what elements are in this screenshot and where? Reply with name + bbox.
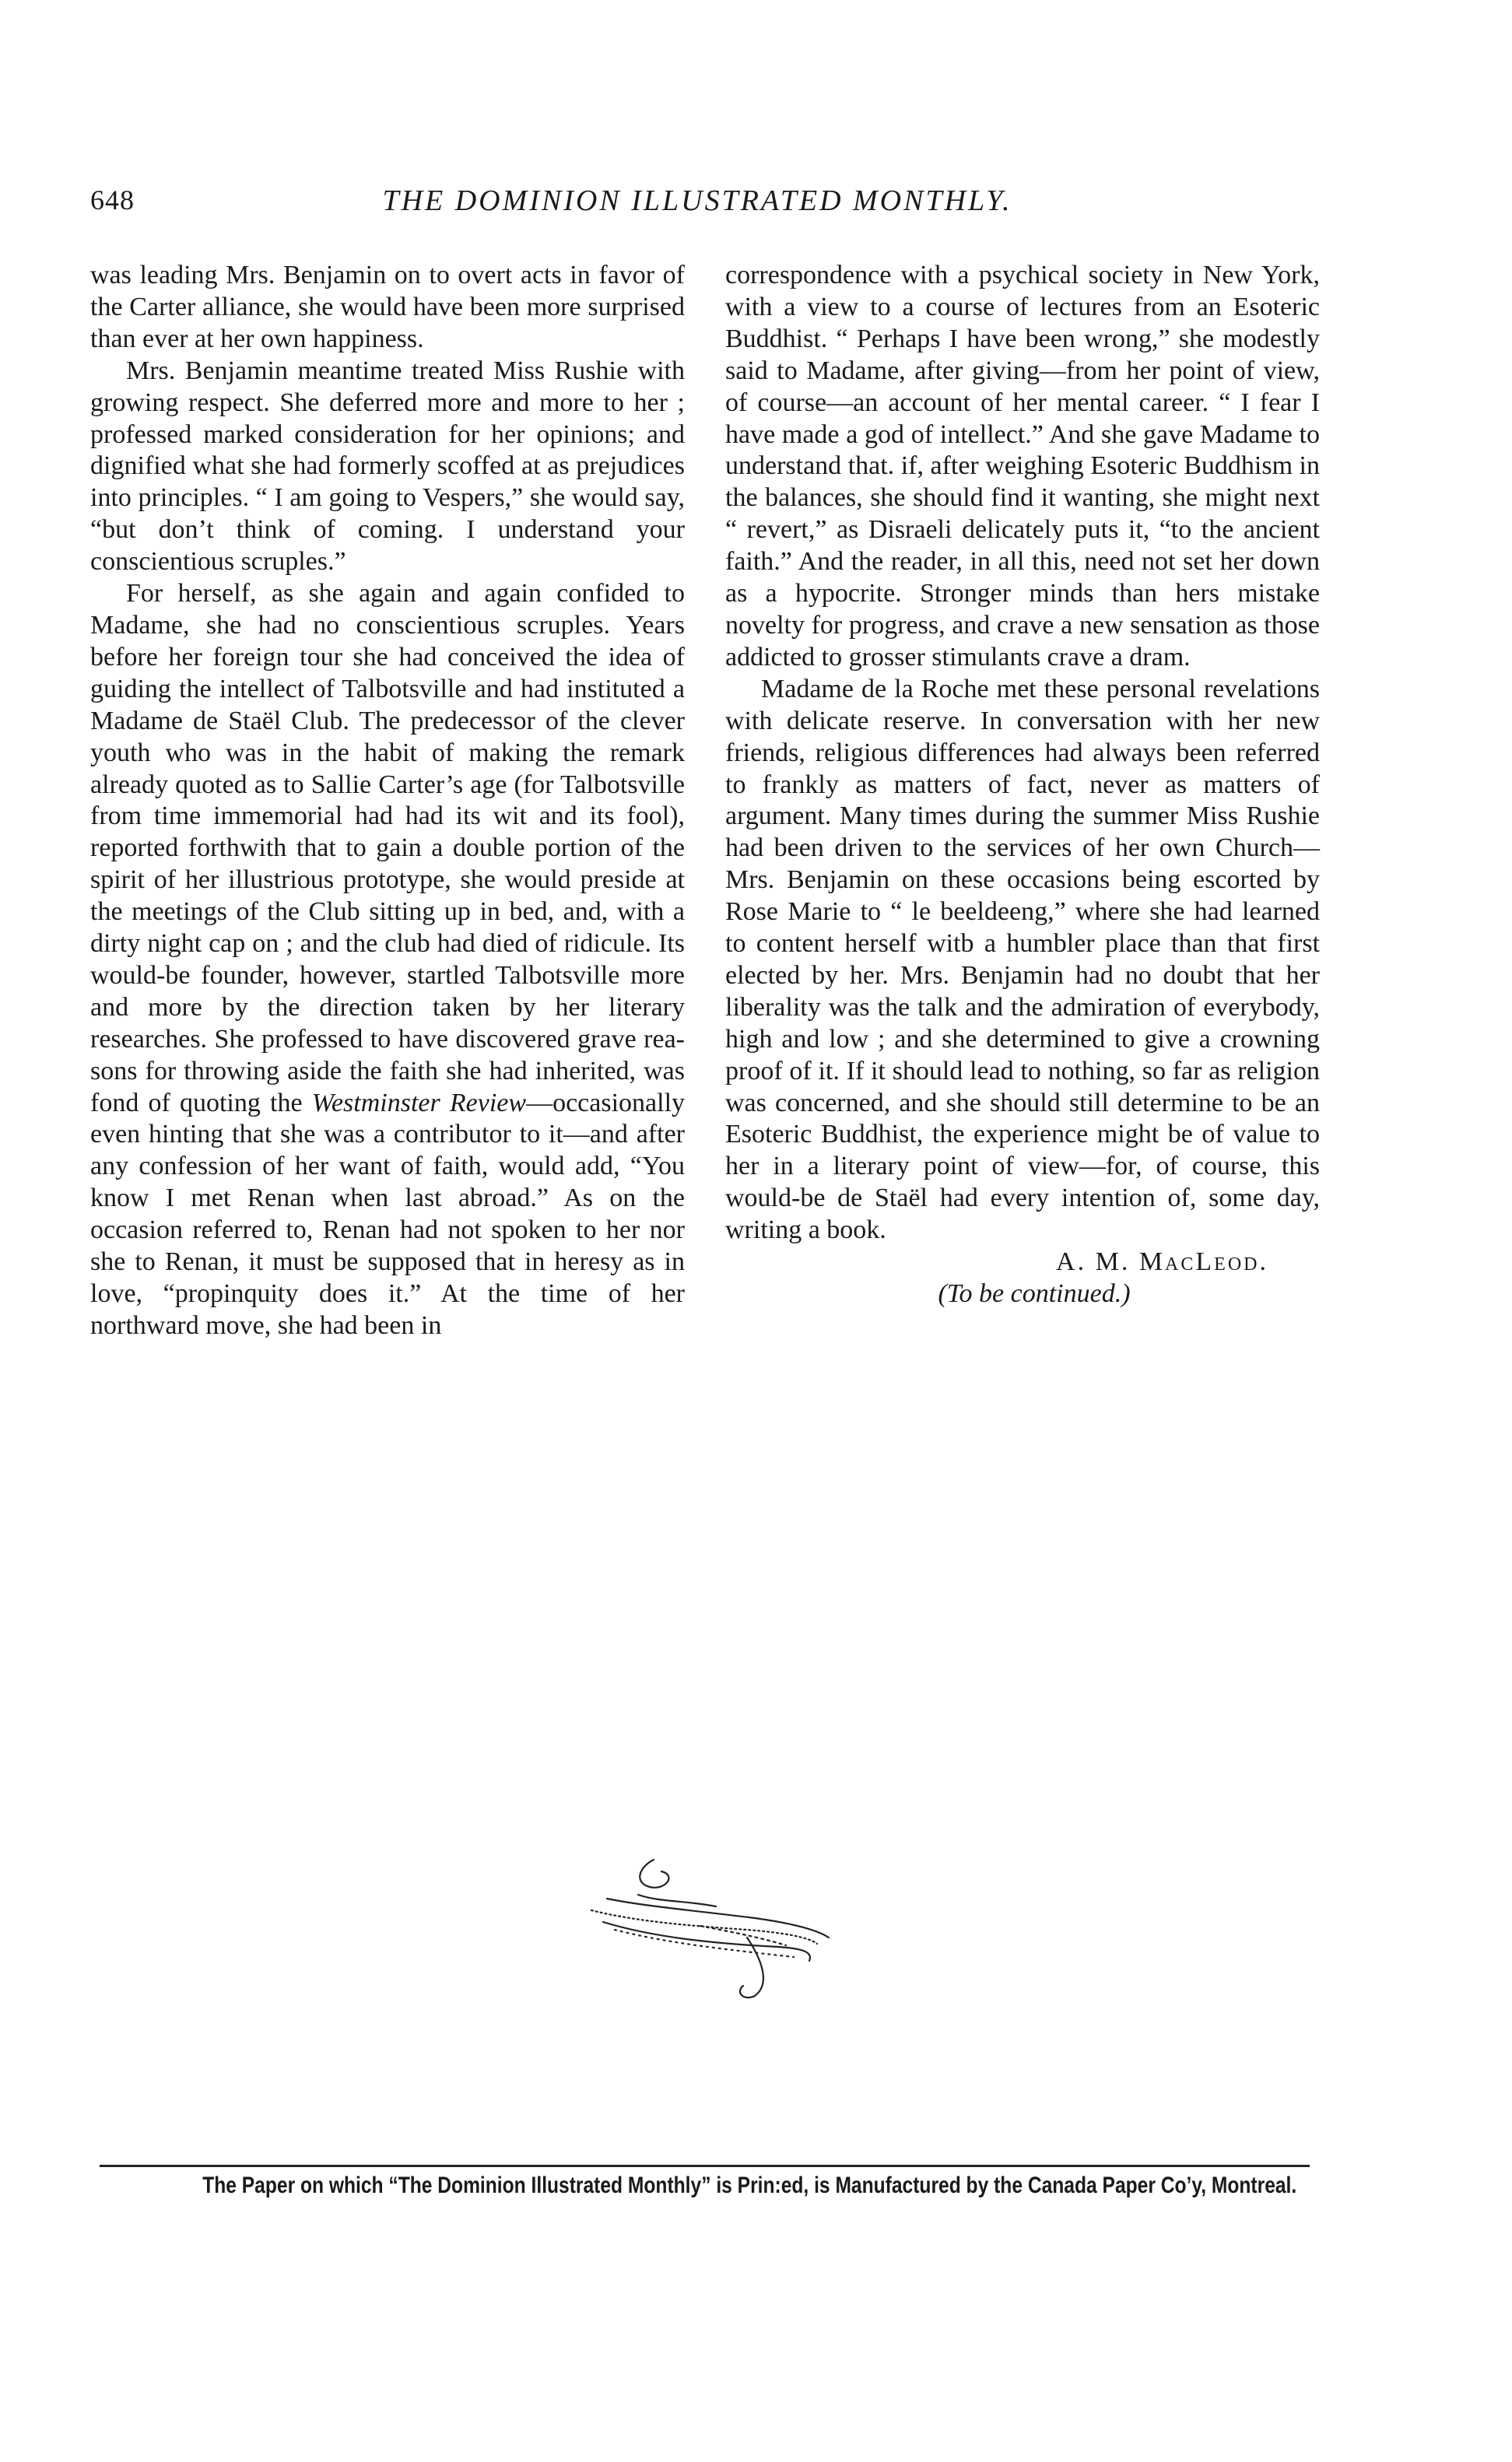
paragraph: Madame de la Roche met these personal revelations with delicate reserve. In conversation with her new friends, religious differences had always been referred to frankly as matters of fact, never as matters of argument. Many times during the summer Miss Rushie had been driven to the services of her own Church—Mrs. Benjamin on these occasions being escorted by Rose Marie to “ le beeldeeng,” where she had learned to content herself witb a humbler place than that first elected by her. Mrs. Benjamin had no doubt that her liberality was the talk and the admiration of everybody, high and low ; and she determined to give a crowning proof of it. If it should lead to nothing, so far as religion was concerned, and she should still determine to be an Esoteric Buddhist, the experience might be of value to her in a literary point of view—for, of course, this would-be de Staël had every intention of, some day, writing a book. [725, 674, 1320, 1245]
page-number: 648 [90, 184, 135, 216]
author-initials: A. M. [1056, 1247, 1131, 1277]
paragraph: correspondence with a psychical society in New York, with a view to a course of lectures from an Esoteric Buddhist. “ Perhaps I have been wrong,” she modestly said to Madame, after giving—from her point of view, of course—an account of her mental career. “ I fear I have made a god of intellect.” And she gave Madame to understand that. if, after weighing Esoteric Buddhism in the balances, she should find it wanting, she might next “ revert,” as Disraeli delicately puts it, “to the ancient faith.” And the reader, in all this, need not set her down as a hypocrite. Stronger minds than hers mistake novelty for progress, and crave a new sensation as those addicted to grosser stimulants crave a dram. [725, 261, 1320, 672]
paragraph: was leading Mrs. Benjamin on to overt acts in favor of the Carter alliance, she would have been more surprised than ever at her own happiness. [90, 261, 685, 353]
page-header [90, 184, 1304, 230]
continued-note: (To be continued.) [938, 1279, 1131, 1308]
paragraph: Mrs. Benjamin meantime treated Miss Rushie with growing respect. She deferred more and more to her ; professed marked consideration for her opinions; and dignified what she had formerly scoffed at as prejudices into principles. “ I am going to Vespers,” she would say, “but don’t think of coming. I understand your conscientious scruples.” [90, 356, 685, 577]
left-column [90, 260, 685, 1342]
flourish-ornament-icon [560, 1852, 872, 2008]
right-column [725, 260, 1320, 1310]
footer-rule [100, 2165, 1310, 2167]
article-body [90, 260, 1320, 1699]
paragraph-text: —occasionally even hinting that she was a contributor to it—and after any confession of her want of faith, would add, “You know I met Renan when last abroad.” As on the occasion referred to, Renan had not spoken to her nor she to Renan, it must be supposed that in heresy as in love, “propinquity does it.” At the time of her northward move, she had been in [90, 1088, 686, 1340]
publication-title: Westminster Review [311, 1088, 527, 1117]
author-surname: MacLeod. [1138, 1247, 1268, 1277]
footer-note: The Paper on which “The Dominion Illustrated Monthly” is Prin:ed, is Manufactured by the Canada Paper Co’y, Montreal. [202, 2173, 1297, 2198]
paragraph-text: For herself, as she again and again confided to Madame, she had no conscientious scruples. Years before her foreign tour she had conceived the idea of guiding the intellect of Talbotsville and had instituted a Madame de Staël Club. The predecessor of the clever youth who was in the habit of making the remark already quoted as to Sallie Carter’s age (for Talbotsville from time immemorial had had its wit and its fool), reported forthwith that to gain a double portion of the spirit of her illustrious prototype, she would preside at the meetings of the Club sitting up in bed, and, with a dirty night cap on ; and the club had died of ridicule. Its would-be founder, however, startled Talbotsville more and more by the direction taken by her literary researches. She professed to have discovered grave reasons for throwing aside the faith she had inherited, was fond of quoting the [90, 579, 685, 1117]
paragraph [90, 578, 685, 1342]
author-signature [725, 1247, 1320, 1278]
running-title: THE DOMINION ILLUSTRATED MONTHLY. [382, 184, 1012, 217]
